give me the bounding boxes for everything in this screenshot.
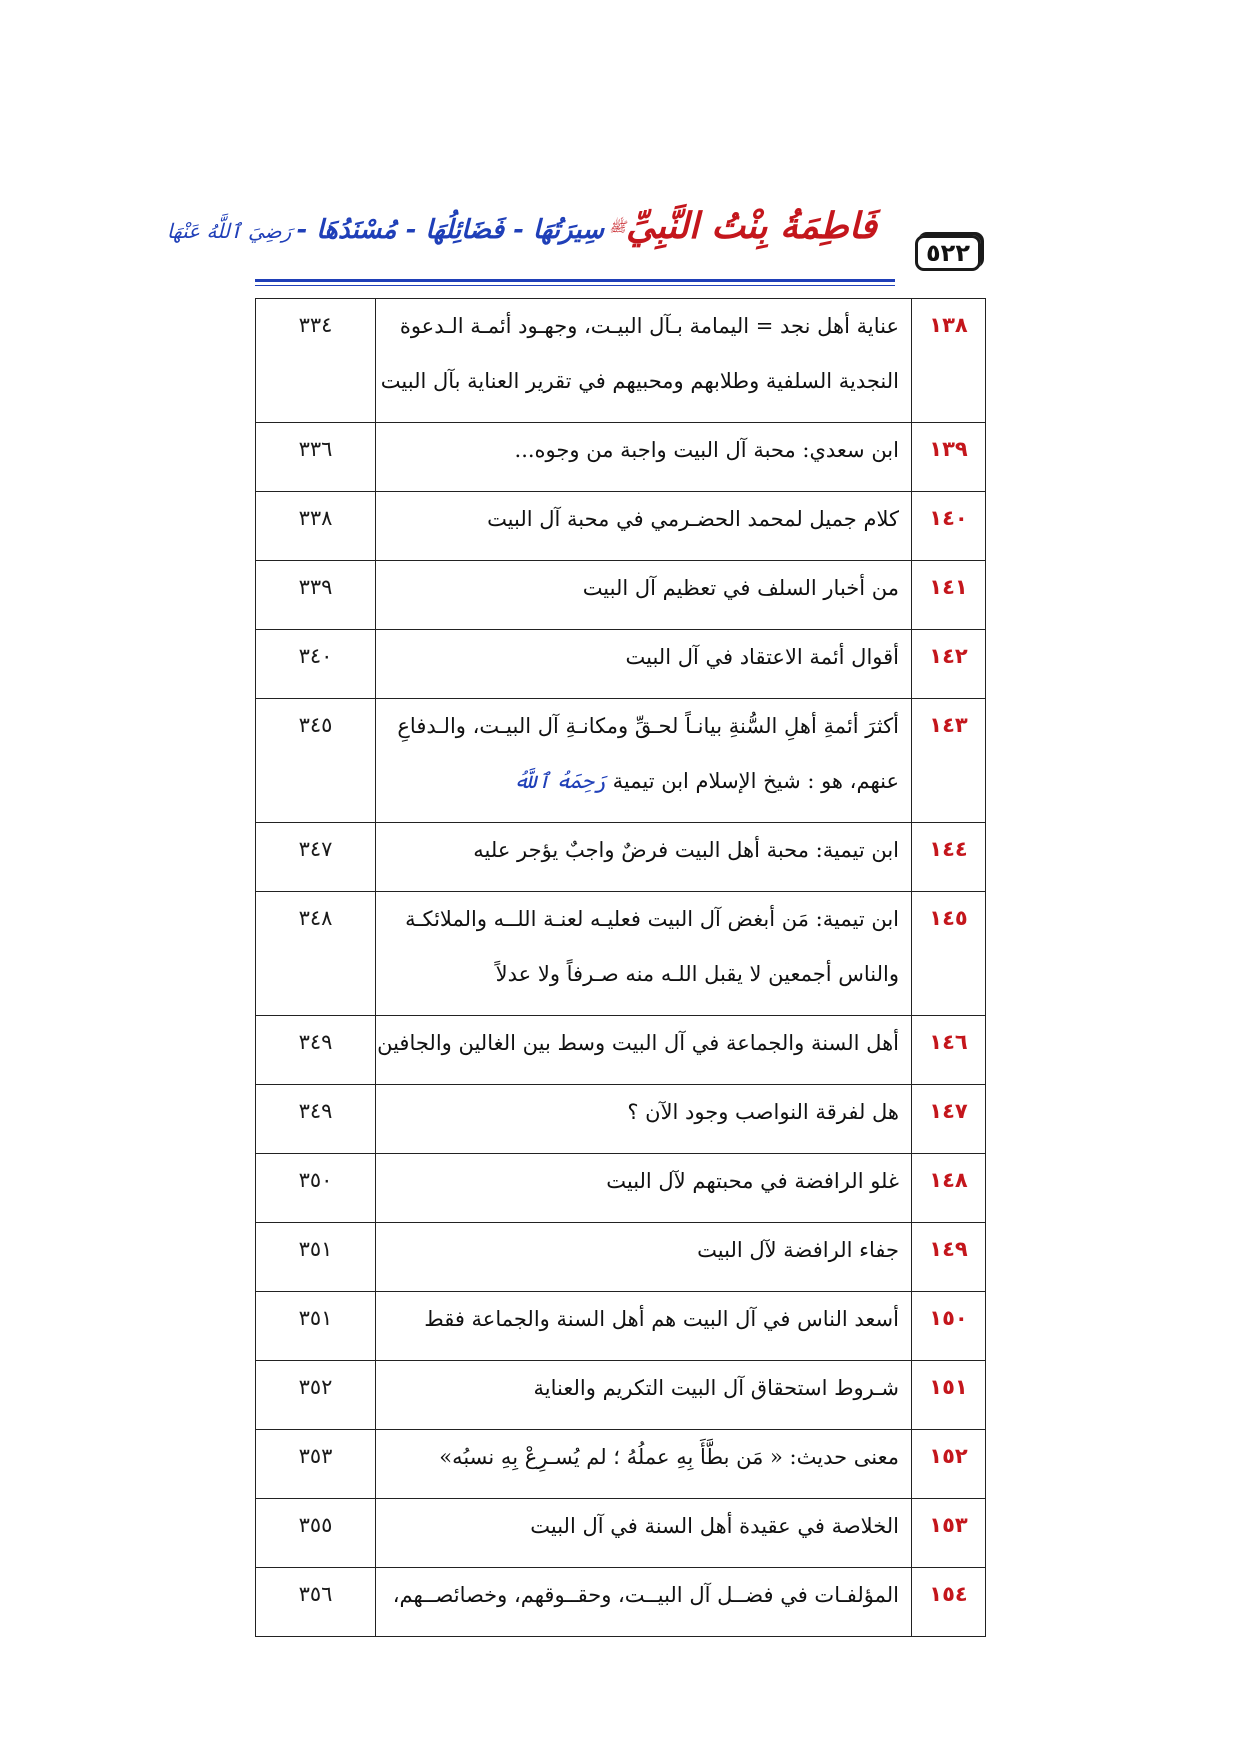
table-row bbox=[256, 1568, 986, 1637]
table-row bbox=[256, 1154, 986, 1223]
entry-title-line: أكثرَ أئمةِ أهلِ السُّنةِ بيانـاً لحـقِّ ومكانـةِ آل البيـت، والـدفاعِ bbox=[397, 714, 899, 738]
entry-number: ١٤٣ bbox=[912, 699, 986, 823]
entry-number: ١٤٨ bbox=[912, 1154, 986, 1223]
book-title bbox=[166, 205, 877, 247]
entry-title-line: شـروط استحقاق آل البيت التكريم والعناية bbox=[533, 1376, 899, 1400]
entry-number: ١٤٦ bbox=[912, 1016, 986, 1085]
table-row bbox=[256, 1223, 986, 1292]
entry-number: ١٥٤ bbox=[912, 1568, 986, 1637]
entry-title-line: كلام جميل لمحمد الحضـرمي في محبة آل البيت bbox=[487, 507, 899, 531]
entry-number: ١٤٢ bbox=[912, 630, 986, 699]
entry-title bbox=[376, 699, 912, 823]
prophet-honorific: ﷺ bbox=[609, 219, 627, 236]
entry-title-line: أقوال أئمة الاعتقاد في آل البيت bbox=[625, 645, 899, 669]
table-row bbox=[256, 299, 986, 423]
entry-title bbox=[376, 423, 912, 492]
entry-number: ١٤٠ bbox=[912, 492, 986, 561]
entry-title-line: النجدية السلفية وطلابهم ومحبيهم في تقرير العناية بآل البيت bbox=[380, 369, 899, 393]
entry-number: ١٤٥ bbox=[912, 892, 986, 1016]
entry-title-line: معنى حديث: « مَن بطَّأَ بِهِ عملُهُ ؛ لم يُسـرِعْ بِهِ نسبُه» bbox=[439, 1445, 899, 1469]
entry-number: ١٤٩ bbox=[912, 1223, 986, 1292]
entry-page: ٣٤٩ bbox=[256, 1085, 376, 1154]
entry-page: ٣٥٣ bbox=[256, 1430, 376, 1499]
table-row bbox=[256, 1016, 986, 1085]
entry-page: ٣٤٩ bbox=[256, 1016, 376, 1085]
entry-page: ٣٥٠ bbox=[256, 1154, 376, 1223]
entry-page: ٣٣٨ bbox=[256, 492, 376, 561]
entry-number: ١٣٨ bbox=[912, 299, 986, 423]
table-row bbox=[256, 1292, 986, 1361]
page-header bbox=[166, 205, 985, 285]
entry-page: ٣٥١ bbox=[256, 1223, 376, 1292]
table-row bbox=[256, 492, 986, 561]
entry-title bbox=[376, 1430, 912, 1499]
entry-title-line: ابن سعدي: محبة آل البيت واجبة من وجوه... bbox=[514, 438, 899, 462]
header-rule bbox=[255, 279, 895, 282]
entry-title bbox=[376, 492, 912, 561]
entry-title-line: غلو الرافضة في محبتهم لآل البيت bbox=[606, 1169, 899, 1193]
entry-page: ٣٤٥ bbox=[256, 699, 376, 823]
table-row bbox=[256, 630, 986, 699]
toc-table bbox=[255, 298, 986, 1637]
entry-page: ٣٣٤ bbox=[256, 299, 376, 423]
table-row bbox=[256, 561, 986, 630]
entry-title bbox=[376, 1154, 912, 1223]
entry-title bbox=[376, 1016, 912, 1085]
entry-number: ١٤١ bbox=[912, 561, 986, 630]
entry-title-line-with-honorific bbox=[384, 754, 899, 809]
ibn-taymiyya-honorific: رَحِمَهُ ٱللَّهُ bbox=[513, 769, 606, 793]
entry-page: ٣٥١ bbox=[256, 1292, 376, 1361]
entry-title bbox=[376, 561, 912, 630]
table-row bbox=[256, 1361, 986, 1430]
entry-title-line: جفاء الرافضة لآل البيت bbox=[697, 1238, 899, 1262]
table-row bbox=[256, 892, 986, 1016]
entry-title bbox=[376, 1499, 912, 1568]
entry-number: ١٤٤ bbox=[912, 823, 986, 892]
entry-number: ١٣٩ bbox=[912, 423, 986, 492]
table-row bbox=[256, 1085, 986, 1154]
book-subtitle: سِيرَتُهَا - فَضَائِلُهَا - مُسْنَدُهَا - bbox=[296, 215, 605, 245]
book-title-main: فَاطِمَةُ بِنْتُ النَّبِيِّ bbox=[626, 205, 877, 247]
entry-title bbox=[376, 1292, 912, 1361]
table-row bbox=[256, 823, 986, 892]
entry-number: ١٥٠ bbox=[912, 1292, 986, 1361]
entry-page: ٣٣٩ bbox=[256, 561, 376, 630]
entry-page: ٣٣٦ bbox=[256, 423, 376, 492]
entry-title bbox=[376, 1361, 912, 1430]
entry-title-line: الخلاصة في عقيدة أهل السنة في آل البيت bbox=[530, 1514, 899, 1538]
entry-title-line: أهل السنة والجماعة في آل البيت وسط بين الغالين والجافين bbox=[377, 1031, 899, 1055]
entry-page: ٣٥٦ bbox=[256, 1568, 376, 1637]
entry-title bbox=[376, 1085, 912, 1154]
entry-number: ١٥٣ bbox=[912, 1499, 986, 1568]
entry-page: ٣٤٧ bbox=[256, 823, 376, 892]
entry-title-line: هل لفرقة النواصب وجود الآن ؟ bbox=[627, 1100, 899, 1124]
entry-page: ٣٥٢ bbox=[256, 1361, 376, 1430]
table-row bbox=[256, 1499, 986, 1568]
entry-title bbox=[376, 630, 912, 699]
fatima-honorific: رَضِيَ ٱللَّهُ عَنْهَا bbox=[166, 219, 292, 243]
entry-title bbox=[376, 823, 912, 892]
entry-title-line: والناس أجمعين لا يقبل اللـه منه صـرفاً ولا عدلاً bbox=[495, 962, 899, 986]
entry-title-line: ابن تيمية: مَن أبغض آل البيت فعليـه لعنـة اللــه والملائكـة bbox=[405, 907, 899, 931]
entry-title-line: المؤلفـات في فضــل آل البيــت، وحقــوقهم، وخصائصــهم، bbox=[392, 1583, 899, 1607]
entry-title-line: عنهم، هو : شيخ الإسلام ابن تيمية bbox=[612, 769, 899, 793]
entry-title bbox=[376, 892, 912, 1016]
entry-page: ٣٤٨ bbox=[256, 892, 376, 1016]
entry-number: ١٥٢ bbox=[912, 1430, 986, 1499]
entry-title-line: عناية أهل نجد = اليمامة بـآل البيـت، وجهـود أئمـة الـدعوة bbox=[399, 314, 899, 338]
entry-page: ٣٤٠ bbox=[256, 630, 376, 699]
entry-title-line: أسعد الناس في آل البيت هم أهل السنة والجماعة فقط bbox=[424, 1307, 899, 1331]
entry-number: ١٥١ bbox=[912, 1361, 986, 1430]
header-rule-thin bbox=[255, 285, 895, 286]
table-row bbox=[256, 423, 986, 492]
table-row bbox=[256, 1430, 986, 1499]
entry-title-line: ابن تيمية: محبة أهل البيت فرضٌ واجبٌ يؤجر عليه bbox=[473, 838, 899, 862]
table-row bbox=[256, 699, 986, 823]
entry-number: ١٤٧ bbox=[912, 1085, 986, 1154]
entry-title bbox=[376, 299, 912, 423]
entry-title-line: من أخبار السلف في تعظيم آل البيت bbox=[582, 576, 899, 600]
entry-page: ٣٥٥ bbox=[256, 1499, 376, 1568]
entry-title bbox=[376, 1223, 912, 1292]
entry-title bbox=[376, 1568, 912, 1637]
page-number: ٥٢٢ bbox=[915, 235, 981, 271]
